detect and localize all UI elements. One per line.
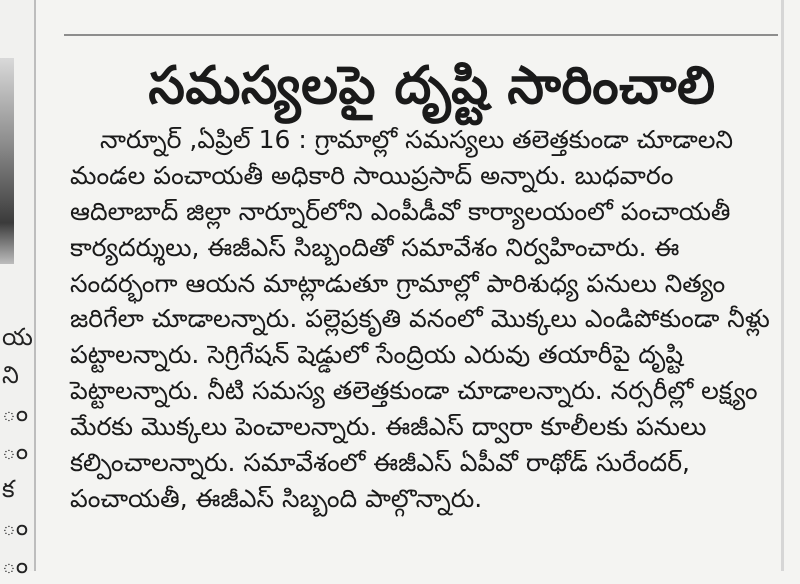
column-divider	[34, 0, 36, 571]
article-line: జరిగేలా చూడాలన్నారు. పల్లెప్రకృతి వనంలో మొక్కలు ఎండిపోకుండా నీళ్లు	[70, 304, 770, 334]
fragment-char: య	[2, 323, 33, 351]
adjacent-column	[0, 0, 34, 579]
right-edge-shadow	[781, 0, 784, 571]
fragment-char: ని	[2, 361, 19, 389]
article-line: కార్యదర్శులు, ఈజీఎస్ సిబ్బందితో సమావేశం నిర్వహించారు. ఈ	[70, 232, 680, 262]
article-line: మండల పంచాయతీ అధికారి సాయిప్రసాద్ అన్నారు. బుధవారం	[70, 160, 674, 190]
article-line: కల్పించాలన్నారు. సమావేశంలో ఈజీఎస్ ఏపీవో రాథోడ్ సురేందర్,	[70, 448, 690, 478]
article-line: మేరకు మొక్కలు పెంచాలన్నారు. ఈజీఎస్ ద్వారా కూలీలకు పనులు	[70, 412, 707, 442]
fragment-char: క	[2, 475, 15, 503]
article-line: నార్నూర్ ,ఏప్రిల్ 16 : గ్రామాల్లో సమస్యలు తలెత్తకుండా చూడాలని	[100, 125, 734, 154]
adjacent-photo-fragment	[0, 58, 14, 264]
article-line: సందర్భంగా ఆయన మాట్లాడుతూ గ్రామాల్లో పారిశుధ్య పనులు నిత్యం	[70, 268, 726, 298]
article-line: పెట్టాలన్నారు. నీటి సమస్య తలెత్తకుండా చూడాలన్నారు. నర్సరీల్లో లక్ష్యం	[70, 376, 758, 406]
fragment-char: ం	[2, 513, 29, 541]
article-line: ఆదిలాబాద్ జిల్లా నార్నూర్‌లోని ఎంపీడీవో కార్యాలయంలో పంచాయతీ	[70, 196, 731, 226]
article-line: పట్టాలన్నారు. సెగ్రిగేషన్ షెడ్డులో సేంద్రియ ఎరువు తయారీపై దృష్టి	[70, 340, 684, 370]
fragment-char: ం	[2, 551, 29, 579]
adjacent-text-fragments	[2, 318, 33, 584]
top-divider	[64, 34, 778, 36]
fragment-char: ం	[2, 399, 29, 427]
article-headline: సమస్యలపై దృష్టి సారించాలి	[148, 56, 716, 116]
article-body	[70, 122, 774, 517]
fragment-char: ం	[2, 437, 29, 465]
article-line: పంచాయతీ, ఈజీఎస్ సిబ్బంది పాల్గొన్నారు.	[70, 483, 483, 513]
